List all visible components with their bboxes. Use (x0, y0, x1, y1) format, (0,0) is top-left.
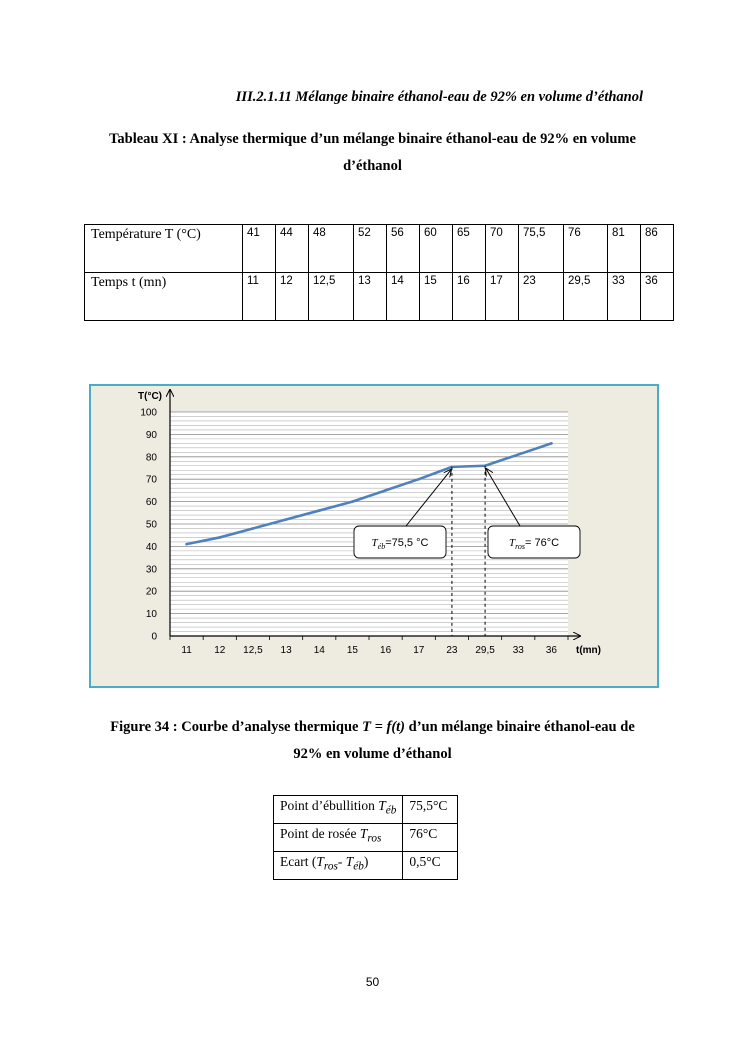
x-tick-label: 17 (413, 645, 425, 656)
label-text: Point de rosée (280, 826, 360, 841)
figure-caption-prefix: Figure 34 : Courbe d’analyse thermique (110, 719, 363, 735)
chart-canvas (91, 386, 657, 686)
table-cell: 75,5 (519, 225, 564, 273)
data-point (318, 509, 321, 512)
table-cell: 16 (453, 273, 486, 321)
data-point (384, 489, 387, 492)
row-label-time: Temps t (mn) (85, 273, 243, 321)
x-tick-label: 36 (545, 645, 557, 656)
table-cell: 41 (243, 225, 276, 273)
label-text: Point d’ébullition (280, 798, 379, 813)
table-cell: 48 (309, 225, 354, 273)
table-cell: 23 (519, 273, 564, 321)
summary-table (273, 795, 458, 880)
temperature-time-table (84, 224, 674, 321)
section-heading: III.2.1.11 Mélange binaire éthanol-eau de 92% en volume d’éthanol (235, 89, 643, 105)
data-point (252, 527, 255, 530)
table-cell: 36 (641, 273, 674, 321)
subscript: ros (367, 832, 382, 845)
table-row (274, 824, 458, 852)
subscript: ros (323, 860, 338, 873)
y-tick-label: 10 (145, 609, 157, 621)
summary-value-boiling-point: 75,5°C (403, 796, 458, 824)
table-caption (80, 126, 665, 180)
subscript: éb (353, 860, 364, 873)
y-tick-label: 20 (145, 586, 157, 598)
data-point (285, 518, 288, 521)
x-tick-label: 23 (446, 645, 458, 656)
table-row-temperature (85, 225, 674, 273)
y-tick-label: 50 (145, 519, 157, 531)
table-cell: 60 (420, 225, 453, 273)
y-tick-label: 90 (145, 429, 157, 441)
table-cell: 12 (276, 273, 309, 321)
table-row-time (85, 273, 674, 321)
table-cell: 17 (486, 273, 519, 321)
table-cell: 29,5 (564, 273, 608, 321)
symbol: T (316, 854, 324, 869)
y-tick-label: 100 (140, 407, 157, 419)
thermal-analysis-chart (89, 384, 659, 688)
x-tick-label: 29,5 (475, 645, 495, 656)
y-tick-label: 0 (151, 631, 157, 643)
y-tick-label: 40 (145, 541, 157, 553)
data-point (550, 442, 553, 445)
row-label-temperature: Température T (°C) (85, 225, 243, 273)
table-cell: 52 (354, 225, 387, 273)
y-axis-title: T(°C) (138, 391, 162, 402)
data-point (517, 453, 520, 456)
summary-value-dew-point: 76°C (403, 824, 458, 852)
table-cell: 12,5 (309, 273, 354, 321)
data-point (417, 478, 420, 481)
symbol: T (378, 798, 386, 813)
table-caption-line-2: d’éthanol (343, 158, 402, 174)
table-row (274, 852, 458, 880)
table-cell: 76 (564, 225, 608, 273)
symbol: T (359, 826, 368, 841)
y-tick-label: 30 (145, 564, 157, 576)
page-number: 50 (365, 975, 380, 989)
figure-caption-formula: T = f(t) (362, 719, 406, 735)
table-cell: 81 (608, 225, 641, 273)
table-cell: 65 (453, 225, 486, 273)
summary-label-boiling-point (274, 796, 403, 824)
summary-value-gap: 0,5°C (403, 852, 458, 880)
figure-caption (80, 714, 665, 768)
symbol: - T (337, 854, 354, 869)
x-axis-title: t(mn) (576, 645, 601, 656)
figure-caption-suffix: d’un mélange binaire éthanol-eau de (405, 719, 635, 735)
callout-label: $T_{éb}=75,5$ °C (371, 537, 429, 551)
x-tick-label: 12 (214, 645, 226, 656)
x-tick-label: 13 (280, 645, 292, 656)
y-tick-label: 80 (145, 452, 157, 464)
summary-label-dew-point (274, 824, 403, 852)
table-cell: 44 (276, 225, 309, 273)
table-row (274, 796, 458, 824)
table-cell: 15 (420, 273, 453, 321)
subscript: éb (385, 804, 397, 817)
data-point (351, 500, 354, 503)
data-point (185, 543, 188, 546)
x-tick-label: 11 (181, 645, 192, 656)
callout-label: $T_{ros}= 76^\circ C$ (508, 537, 560, 551)
data-point (218, 536, 221, 539)
x-tick-label: 15 (346, 645, 358, 656)
table-cell: 70 (486, 225, 519, 273)
table-cell: 56 (387, 225, 420, 273)
x-tick-label: 16 (380, 645, 392, 656)
table-cell: 33 (608, 273, 641, 321)
y-tick-label: 60 (145, 497, 157, 509)
table-caption-line-1: Tableau XI : Analyse thermique d’un mélange binaire éthanol-eau de 92% en volume (109, 131, 636, 147)
table-cell: 14 (387, 273, 420, 321)
x-tick-label: 14 (313, 645, 325, 656)
table-cell: 86 (641, 225, 674, 273)
x-tick-label: 12,5 (243, 645, 263, 656)
label-text: Ecart ( (280, 854, 317, 869)
table-cell: 11 (243, 273, 276, 321)
figure-caption-line-1 (80, 714, 665, 741)
summary-label-gap (274, 852, 403, 880)
y-tick-label: 70 (145, 474, 157, 486)
figure-caption-line-2: 92% en volume d’éthanol (293, 746, 452, 762)
label-text: ) (363, 854, 369, 869)
table-cell: 13 (354, 273, 387, 321)
x-tick-label: 33 (512, 645, 524, 656)
